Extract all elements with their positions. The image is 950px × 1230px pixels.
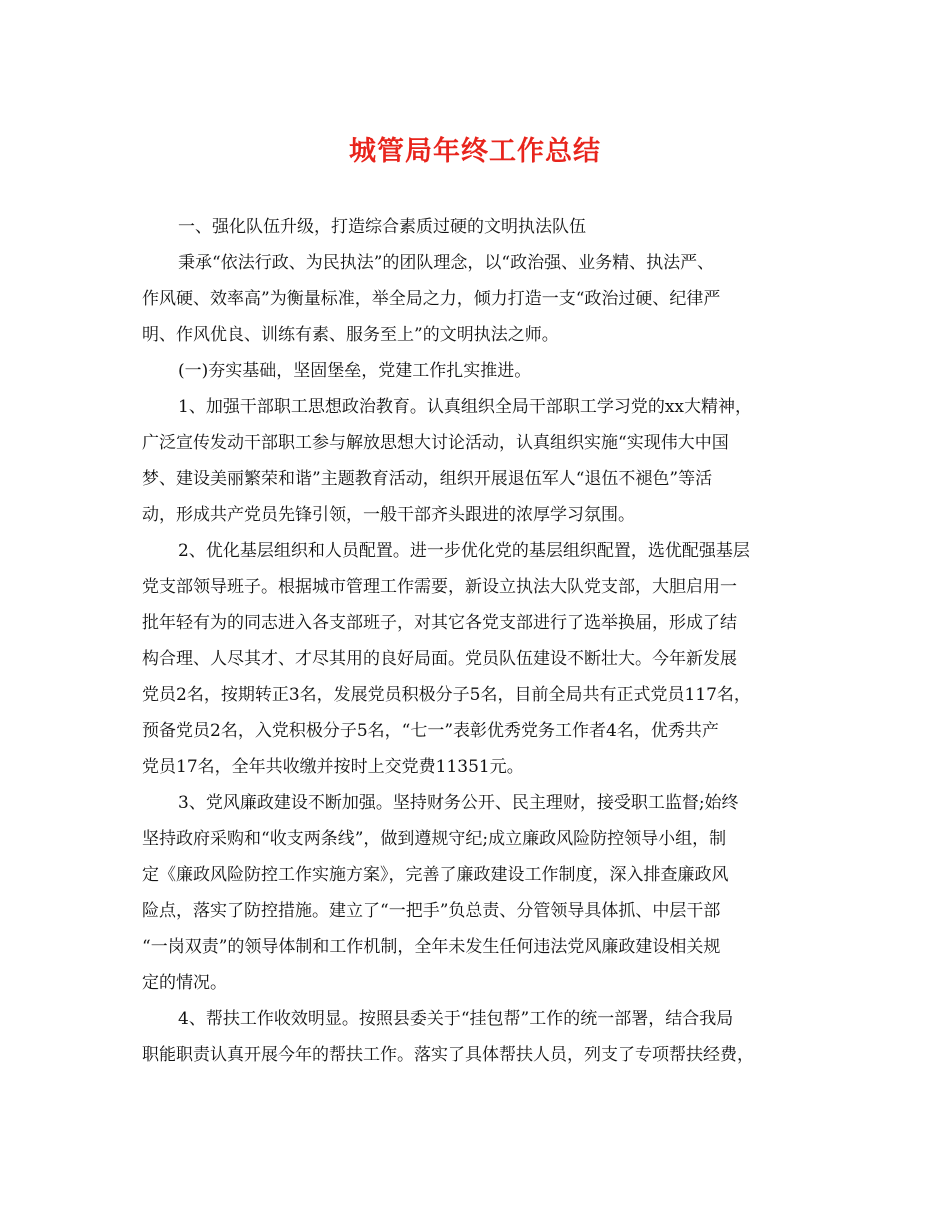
paragraph-line: 定的情况。 — [142, 973, 227, 993]
paragraph-line: 职能职责认真开展今年的帮扶工作。落实了具体帮扶人员，列支了专项帮扶经费， — [142, 1045, 754, 1065]
paragraph-line: 4、帮扶工作收效明显。按照县委关于“挂包帮”工作的统一部署，结合我局 — [178, 1009, 734, 1029]
paragraph-line: 广泛宣传发动干部职工参与解放思想大讨论活动，认真组织实施“实现伟大中国 — [142, 433, 729, 453]
paragraph-line: 坚持政府采购和“收支两条线”，做到遵规守纪;成立廉政风险防控领导小组，制 — [142, 829, 727, 849]
subheading-line: (一)夯实基础，坚固堡垒，党建工作扎实推进。 — [178, 361, 532, 381]
paragraph-line: 3、党风廉政建设不断加强。坚持财务公开、民主理财，接受职工监督;始终 — [178, 793, 739, 813]
paragraph-line: 秉承“依法行政、为民执法”的团队理念，以“政治强、业务精、执法严、 — [178, 253, 715, 273]
paragraph-line: 定《廉政风险防控工作实施方案》，完善了廉政建设工作制度，深入排查廉政风 — [142, 865, 729, 885]
paragraph-line: 梦、建设美丽繁荣和谐”主题教育活动，组织开展退伍军人“退伍不褪色”等活 — [142, 469, 713, 489]
paragraph-line: 动，形成共产党员先锋引领，一般干部齐头跟进的浓厚学习氛围。 — [142, 505, 635, 525]
heading-line-1: 一、强化队伍升级，打造综合素质过硬的文明执法队伍 — [178, 217, 586, 237]
paragraph-line: 预备党员2名，入党积极分子5名，“七一”表彰优秀党务工作者4名，优秀共产 — [142, 721, 719, 741]
paragraph-line: 险点，落实了防控措施。建立了“一把手”负总责、分管领导具体抓、中层干部 — [142, 901, 721, 921]
paragraph-line: “一岗双责”的领导体制和工作机制，全年未发生任何违法党风廉政建设相关规 — [142, 937, 721, 957]
paragraph-line: 2、优化基层组织和人员配置。进一步优化党的基层组织配置，选优配强基层 — [178, 541, 750, 561]
document-title: 城管局年终工作总结 — [349, 136, 601, 167]
paragraph-line: 批年轻有为的同志进入各支部班子，对其它各党支部进行了选举换届，形成了结 — [142, 613, 737, 633]
paragraph-line: 党员17名，全年共收缴并按时上交党费11351元。 — [142, 757, 524, 777]
paragraph-line: 作风硬、效率高”为衡量标准，举全局之力，倾力打造一支“政治过硬、纪律严 — [142, 289, 721, 309]
paragraph-line: 明、作风优良、训练有素、服务至上”的文明执法之师。 — [142, 325, 559, 345]
paragraph-line: 党员2名，按期转正3名，发展党员积极分子5名，目前全局共有正式党员117名， — [142, 685, 751, 705]
paragraph-line: 1、加强干部职工思想政治教育。认真组织全局干部职工学习党的xx大精神， — [178, 397, 752, 417]
paragraph-line: 党支部领导班子。根据城市管理工作需要，新设立执法大队党支部，大胆启用一 — [142, 577, 737, 597]
paragraph-line: 构合理、人尽其才、才尽其用的良好局面。党员队伍建设不断壮大。今年新发展 — [142, 649, 737, 669]
